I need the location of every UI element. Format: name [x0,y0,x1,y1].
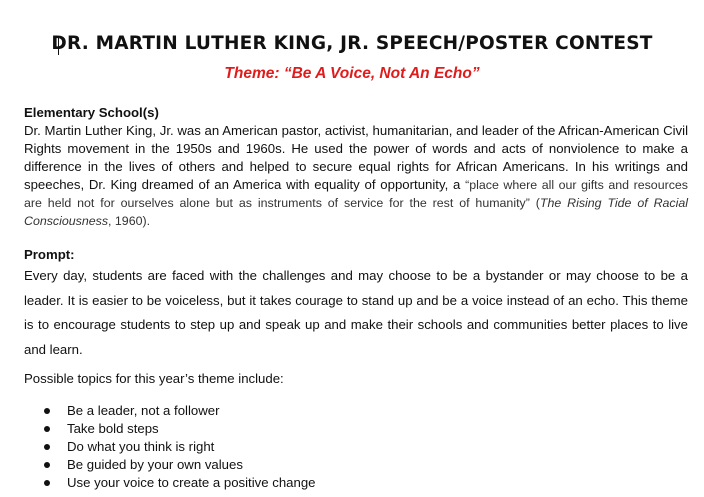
elementary-section [24,104,688,230]
topic-text: Be a leader, not a follower [67,403,220,418]
prompt-heading: Prompt: [24,247,75,262]
topic-text: Use your voice to create a positive change [67,475,316,490]
prompt-paragraph: Every day, students are faced with the challenges and may choose to be a bystander or may choose to be a leader. It is easier to be voiceless, but it takes courage to stand up and be a voice instead of an echo. This theme is to encourage students to step up and speak up and make their schools and communities better places to live and learn. [24,268,688,357]
bullet-icon [44,426,50,432]
bullet-icon [44,480,50,486]
list-item [24,474,316,492]
bullet-icon [44,444,50,450]
list-item [24,420,316,438]
topic-text: Take bold steps [67,421,159,436]
document-title: DR. MARTIN LUTHER KING, JR. SPEECH/POSTER CONTEST [51,33,653,54]
list-item [24,402,316,420]
bullet-icon [44,408,50,414]
book-title: The Rising Tide of Racial Consciousness [24,196,689,228]
topic-text: Be guided by your own values [67,457,243,472]
bullet-icon [44,462,50,468]
prompt-section [24,246,688,362]
citation-open: ( [529,196,540,210]
elementary-text: Dr. Martin Luther King, Jr. was an American pastor, activist, humanitarian, and leader of the African-American Civil Rights movement in the 1950s and 1960s. He used the power of words and acts of nonviolence to make a difference in the lives of others and helped to secure equal rights for African Americans. In his writings and speeches, Dr. King dreamed of an America with equality of opportunity, a [24,123,688,192]
list-item [24,438,316,456]
elementary-heading: Elementary School(s) [24,105,159,120]
list-item [24,456,316,474]
citation-close: , 1960). [108,214,151,228]
topic-text: Do what you think is right [67,439,215,454]
topics-intro: Possible topics for this year’s theme include: [24,371,284,386]
topics-list [24,402,316,492]
king-quote: “place where all our gifts and resources are held not for ourselves alone but as instruments of service for the rest of humanity” [24,178,688,210]
theme-subtitle: Theme: “Be A Voice, Not An Echo” [224,65,480,82]
elementary-paragraph [24,122,688,230]
